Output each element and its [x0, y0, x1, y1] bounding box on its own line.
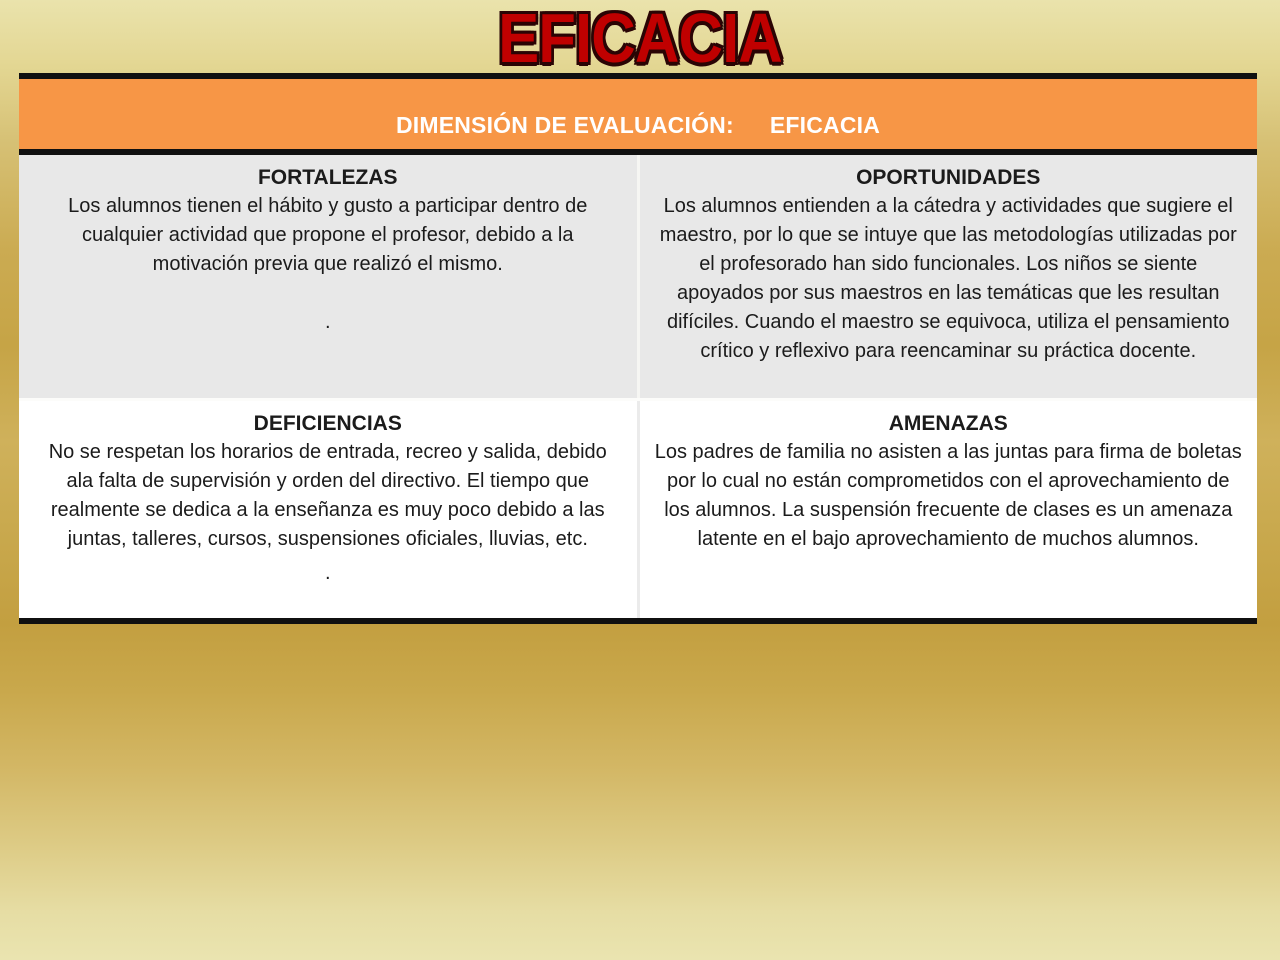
deficiencias-heading: DEFICIENCIAS: [253, 412, 402, 435]
quadrant-amenazas: [640, 401, 1258, 618]
amenazas-heading: AMENAZAS: [888, 412, 1008, 435]
table-row-top: [19, 155, 1257, 401]
table-row-bottom: [19, 401, 1257, 618]
fortalezas-heading: FORTALEZAS: [257, 166, 398, 189]
oportunidades-body: Los alumnos entienden a la cátedra y actividades que sugiere el maestro, por lo que se intuye que las metodologías utilizadas por el profesorado han sido funcionales. Los niños se siente apoyados por sus maestros en las temáticas que les resultan difíciles. Cuando el maestro se equivoca, utiliza el pensamiento crítico y reflexivo para reencaminar su práctica docente.: [659, 195, 1237, 362]
table-header-value: EFICACIA: [769, 112, 881, 138]
amenazas-body: Los padres de familia no asisten a las juntas para firma de boletas por lo cual no están comprometidos con el aprovechamiento de los alumnos. La suspensión frecuente de clases es un amenaza latente en el bajo aprovechamiento de muchos alumnos.: [654, 441, 1242, 550]
oportunidades-heading: OPORTUNIDADES: [856, 166, 1041, 189]
deficiencias-footnote: .: [324, 562, 331, 584]
fortalezas-footnote: .: [324, 311, 331, 333]
fortalezas-body: Los alumnos tienen el hábito y gusto a participar dentro de cualquier actividad que propone el profesor, debido a la motivación previa que realizó el mismo.: [68, 195, 588, 275]
quadrant-oportunidades: [640, 155, 1258, 398]
slide-title: EFICACIA: [498, 0, 782, 77]
evaluation-table: [19, 73, 1257, 624]
deficiencias-body: No se respetan los horarios de entrada, recreo y salida, debido ala falta de supervisión y orden del directivo. El tiempo que realmente se dedica a la enseñanza es muy poco debido a las juntas, talleres, cursos, suspensiones oficiales, lluvias, etc.: [48, 441, 607, 550]
quadrant-fortalezas: [19, 155, 640, 398]
table-header-label: DIMENSIÓN DE EVALUACIÓN:: [395, 112, 734, 138]
quadrant-deficiencias: [19, 401, 640, 618]
table-header-bar: [19, 79, 1257, 155]
